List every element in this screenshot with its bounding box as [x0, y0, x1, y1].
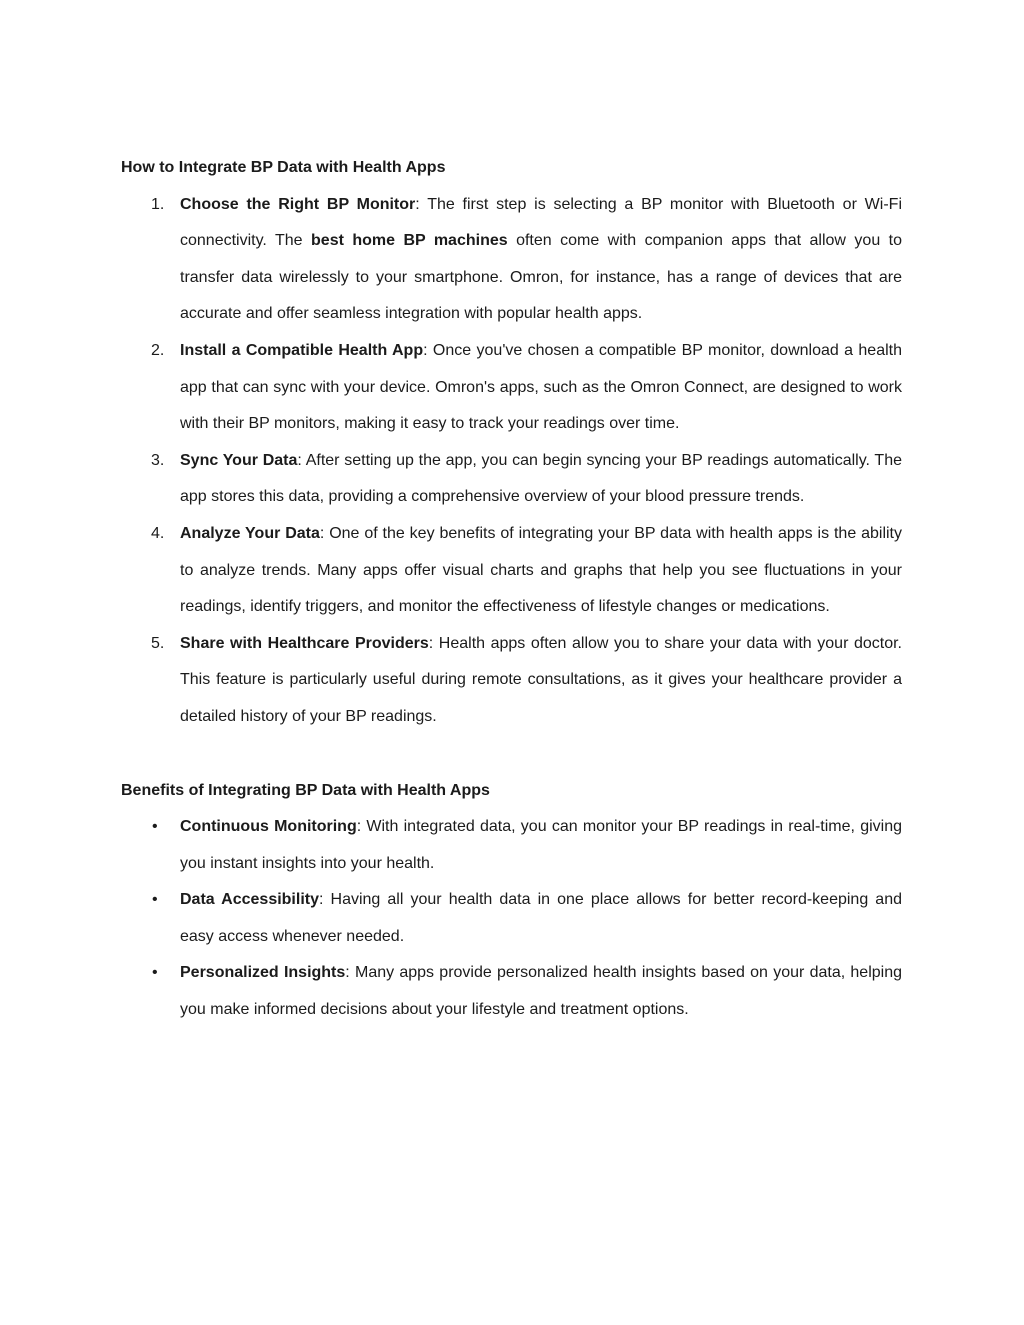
item-lead-bold: Continuous Monitoring: [180, 818, 357, 836]
item-text: : One of the key benefits of integrating your BP data with health apps is the ability to analyze trends. Many apps offer visual charts and graphs that help you see fluctuations in your readings, identify triggers, and monitor the effectiveness of lifestyle changes or medications.: [180, 524, 902, 616]
bullet-item-2: [121, 882, 902, 955]
list-number: 4.: [151, 524, 165, 542]
list-number: 3.: [151, 451, 165, 469]
item-lead-bold: Share with Healthcare Providers: [180, 634, 429, 652]
benefits-bullet-list: [121, 809, 902, 1029]
bullet-icon: •: [152, 818, 158, 836]
list-number: 2.: [151, 341, 165, 359]
bullet-icon: •: [152, 964, 158, 982]
list-number: 5.: [151, 634, 165, 652]
document-page: [121, 150, 902, 1029]
item-lead-bold: Analyze Your Data: [180, 524, 320, 542]
numbered-item-3: [121, 443, 902, 516]
item-lead-bold: Personalized Insights: [180, 964, 346, 982]
section-heading-benefits: Benefits of Integrating BP Data with Health Apps: [121, 781, 490, 799]
item-lead-bold: Install a Compatible Health App: [180, 341, 424, 359]
numbered-item-5: [121, 626, 902, 736]
bullet-icon: •: [152, 891, 158, 909]
how-to-numbered-list: [121, 187, 902, 736]
item-text: : After setting up the app, you can begin syncing your BP readings automatically. The app stores this data, providing a comprehensive overview of your blood pressure trends.: [180, 451, 902, 506]
item-text: often come with companion apps that allow you to transfer data wirelessly to your smartphone. Omron, for instance, has a range of devices that are accurate and offer seamless integration with popular health apps.: [180, 232, 903, 323]
item-text: : Once you've chosen a compatible BP monitor, download a health app that can sync with your device. Omron's apps, such as the Omron Connect, are designed to work with their BP monitors, making it easy to track your readings over time.: [180, 341, 903, 433]
item-text: : Many apps provide personalized health insights based on your data, helping you make informed decisions about your lifestyle and treatment options.: [180, 964, 903, 1019]
item-text: : With integrated data, you can monitor your BP readings in real-time, giving you instant insights into your health.: [180, 818, 902, 872]
numbered-item-1: [121, 187, 902, 333]
section-heading-how-to: How to Integrate BP Data with Health Apps: [121, 159, 446, 176]
item-text: : Having all your health data in one place allows for better record-keeping and easy access whenever needed.: [180, 891, 902, 945]
bullet-item-1: [121, 809, 902, 882]
item-text: : The first step is selecting a BP monitor with Bluetooth or Wi-Fi connectivity. The: [180, 195, 902, 250]
item-text: : Health apps often allow you to share your data with your doctor. This feature is particularly useful during remote consultations, as it gives your healthcare provider a detailed history of your BP readings.: [180, 634, 902, 725]
numbered-item-4: [121, 516, 902, 626]
item-lead-bold: Choose the Right BP Monitor: [180, 195, 416, 213]
item-lead-bold: Data Accessibility: [180, 891, 319, 909]
item-lead-bold: Sync Your Data: [180, 451, 298, 469]
list-number: 1.: [151, 195, 165, 213]
blank-line: [121, 736, 902, 773]
numbered-item-2: [121, 333, 902, 443]
item-inline-bold: best home BP machines: [311, 232, 508, 250]
bullet-item-3: [121, 955, 902, 1028]
